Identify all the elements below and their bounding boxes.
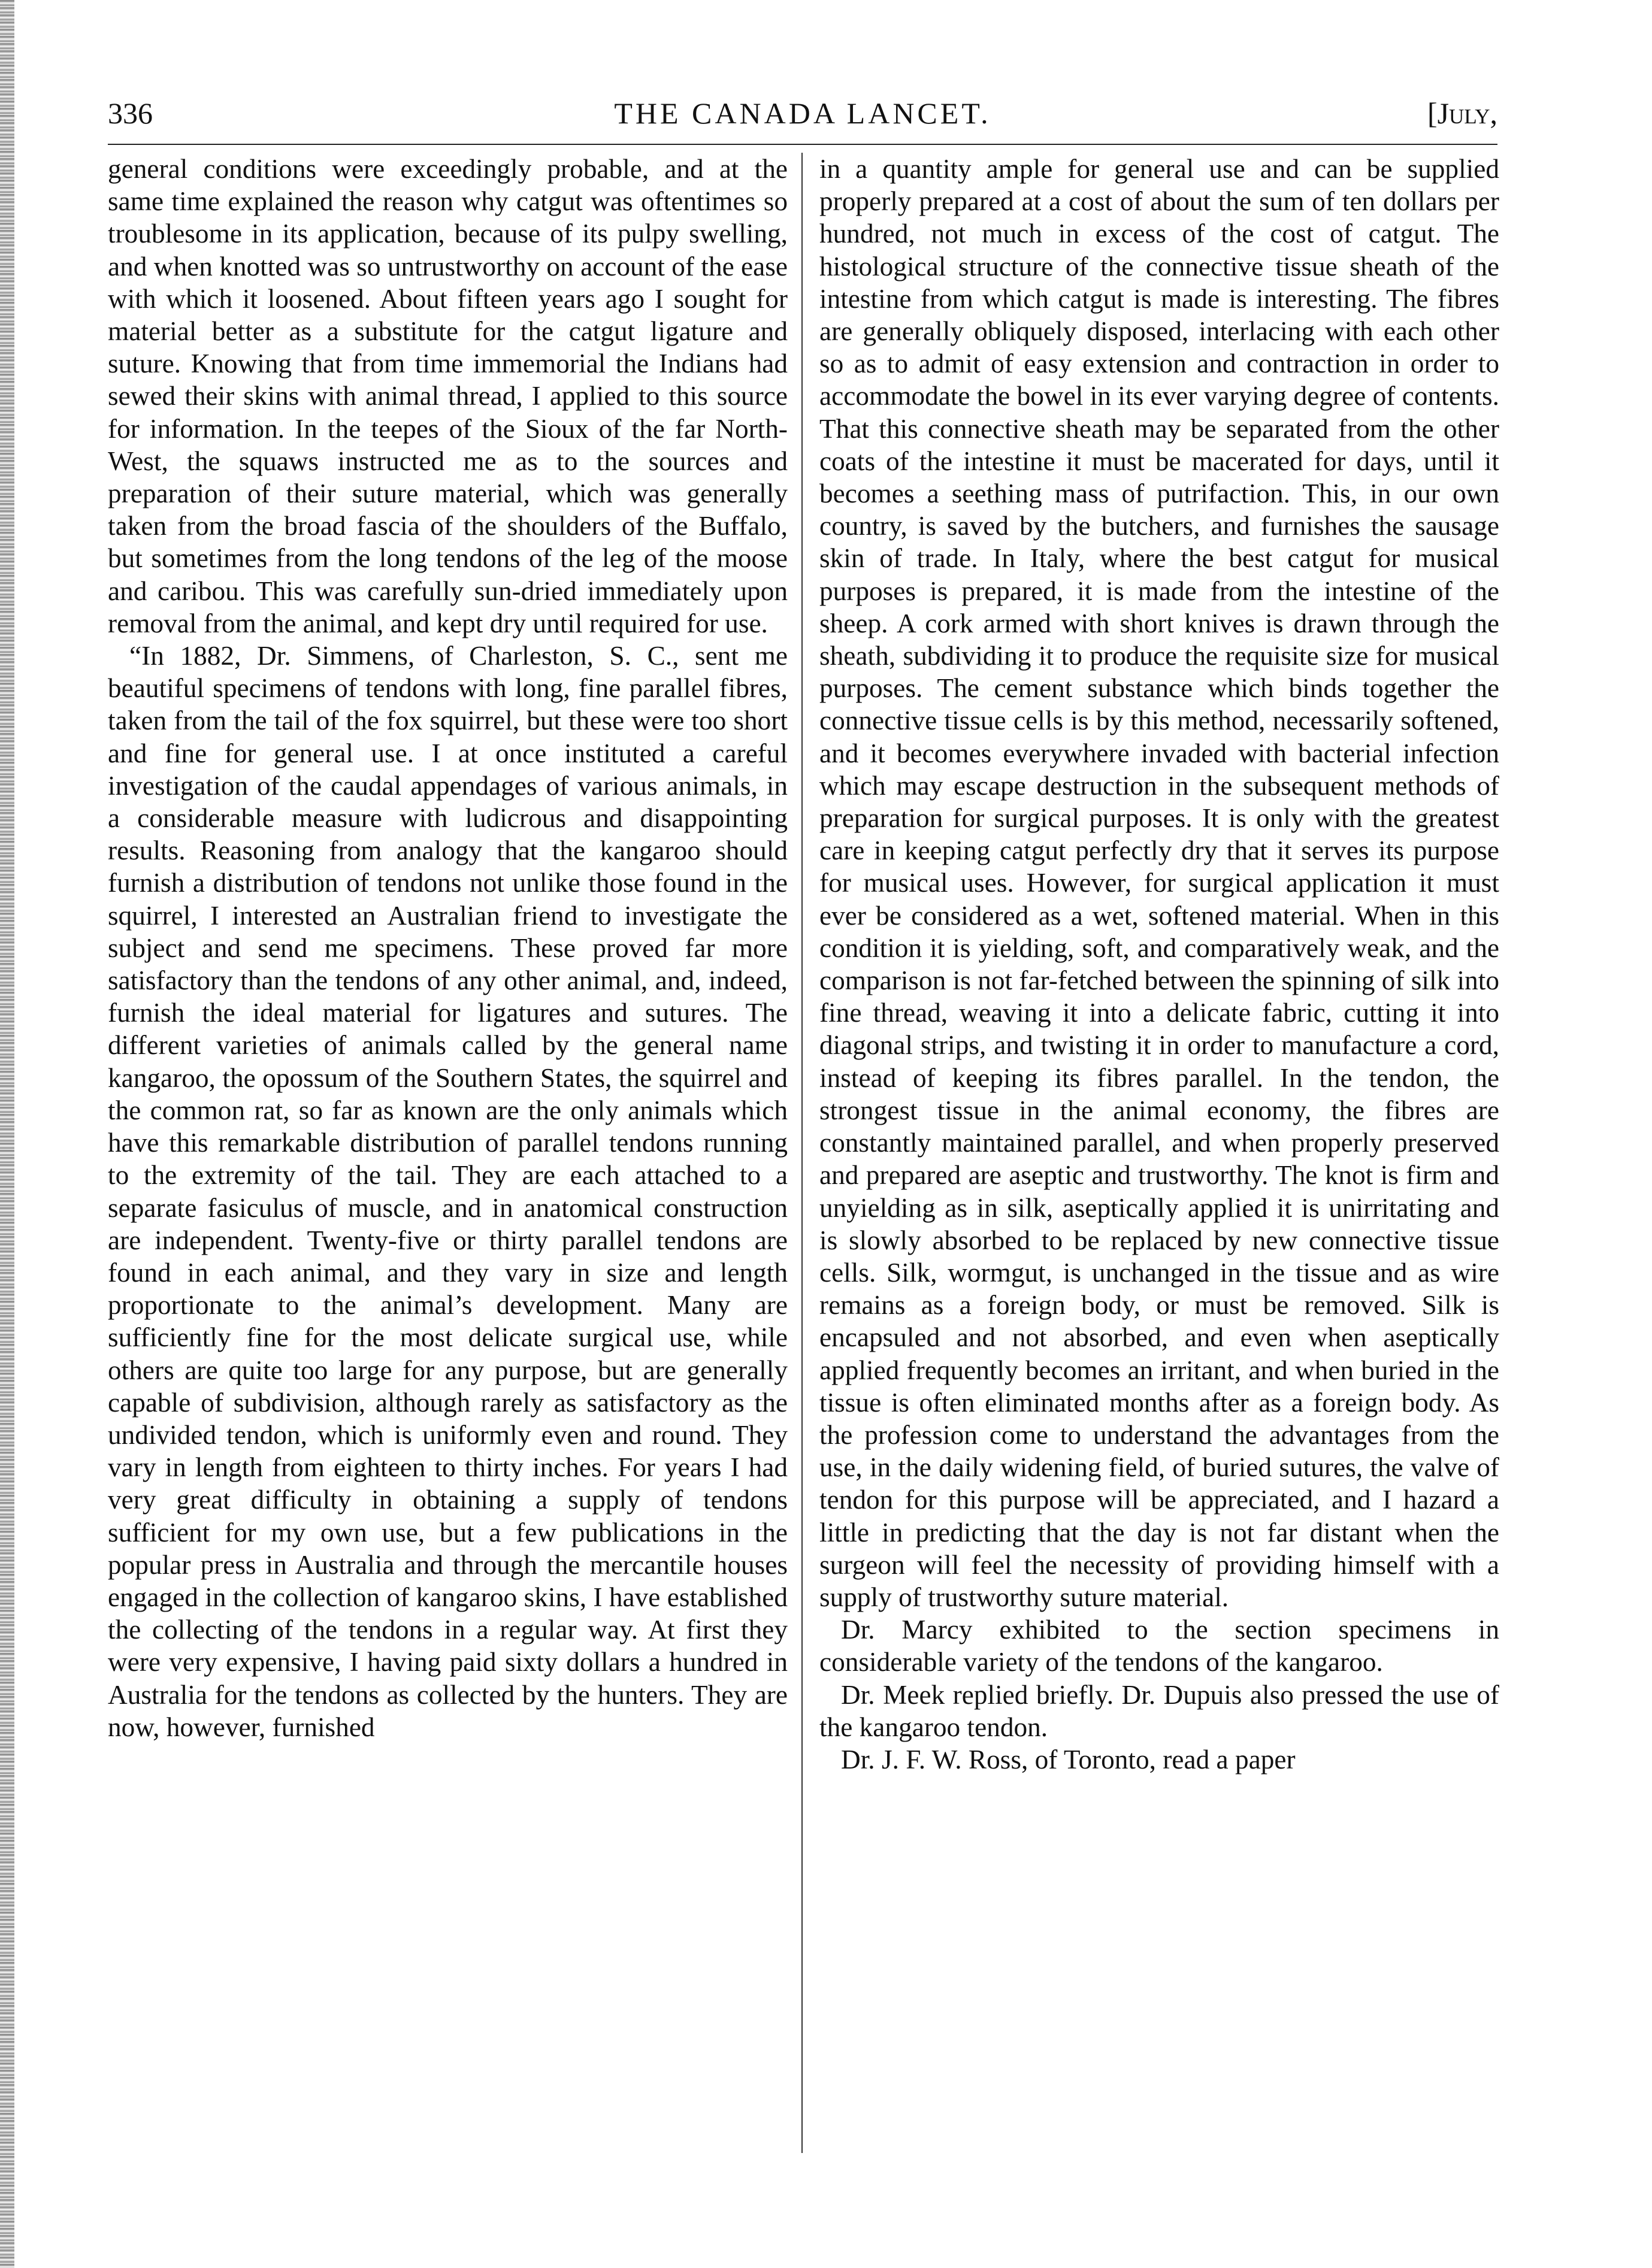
right-column <box>819 153 1499 1776</box>
paragraph: “In 1882, Dr. Simmens, of Charleston, S. C., sent me beautiful specimens of tendons with long, fine parallel fibres, taken from the tail of the fox squirrel, but these were too short and fine for general use. I at once instituted a careful investigation of the caudal appendages of various animals, in a considerable measure with ludicrous and disappointing results. Reasoning from analogy that the kangaroo should furnish a distribution of tendons not unlike those found in the squirrel, I interested an Australian friend to investigate the subject and send me specimens. These proved far more satisfactory than the tendons of any other animal, and, indeed, furnish the ideal material for ligatures and sutures. The different varieties of animals called by the general name kangaroo, the opossum of the Southern States, the squirrel and the common rat, so far as known are the only animals which have this remarkable distribution of parallel tendons running to the extremity of the tail. They are each attached to a separate fasiculus of muscle, and in anatomical construction are independent. Twenty-five or thirty parallel tendons are found in each animal, and they vary in size and length proportionate to the animal’s development. Many are sufficiently fine for the most delicate surgical use, while others are quite too large for any purpose, but are generally capable of subdivision, although rarely as satisfactory as the undivided tendon, which is uniformly even and round. They vary in length from eighteen to thirty inches. For years I had very great difficulty in obtaining a supply of tendons sufficient for my own use, but a few publications in the popular press in Australia and through the mercantile houses engaged in the collection of kangaroo skins, I have established the collecting of the tendons in a regular way. At first they were very expensive, I having paid sixty dollars a hundred in Australia for the tendons as collected by the hunters. They are now, however, furnished <box>108 641 788 1742</box>
page-binding-edge <box>0 0 14 2268</box>
page-number: 336 <box>108 96 153 130</box>
running-header <box>108 90 1497 145</box>
paragraph: Dr. Meek replied briefly. Dr. Dupuis also pressed the use of the kangaroo tendon. <box>819 1679 1499 1742</box>
column-divider <box>801 153 803 2153</box>
paragraph: Dr. J. F. W. Ross, of Toronto, read a paper <box>841 1744 1296 1775</box>
paragraph: Dr. Marcy exhibited to the section specimens in considerable variety of the tendons of the kangaroo. <box>819 1615 1499 1677</box>
paragraph: in a quantity ample for general use and can be supplied properly prepared at a cost of about the sum of ten dollars per hundred, not much in excess of the cost of catgut. The histological structure of the connective tissue sheath of the intestine from which catgut is made is interesting. The fibres are generally obliquely disposed, interlacing with each other so as to admit of easy extension and contraction in order to accommodate the bowel in its ever varying degree of contents. That this connective sheath may be separated from the other coats of the intestine it must be macerated for days, until it becomes a seething mass of putrifaction. This, in our own country, is saved by the butchers, and furnishes the sausage skin of trade. In Italy, where the best catgut for musical purposes is prepared, it is made from the intestine of the sheep. A cork armed with short knives is drawn through the sheath, subdividing it to produce the requisite size for musical purposes. The cement substance which binds together the connective tissue cells is by this method, necessarily softened, and it becomes everywhere invaded with bacterial infection which may escape destruction in the subsequent methods of preparation for surgical purposes. It is only with the greatest care in keeping catgut perfectly dry that it serves its purpose for musical uses. However, for surgical application it must ever be considered as a wet, softened material. When in this condition it is yielding, soft, and comparatively weak, and the comparison is not far-fetched between the spinning of silk into fine thread, weaving it into a delicate fabric, cutting it into diagonal strips, and twisting it in order to manufacture a cord, instead of keeping its fibres parallel. In the tendon, the strongest tissue in the animal economy, the fibres are constantly maintained parallel, and when properly preserved and prepared are aseptic and trustworthy. The knot is firm and unyielding as in silk, aseptically applied it is unirritating and is slowly absorbed to be replaced by new connective tissue cells. Silk, wormgut, is unchanged in the tissue and as wire remains as a foreign body, or must be removed. Silk is encapsuled and not absorbed, and even when aseptically applied frequently becomes an irritant, and when buried in the tissue is often eliminated months after as a foreign body. As the profession come to understand the advantages from the use, in the daily widening field, of buried sutures, the valve of tendon for this purpose will be appreciated, and I hazard a little in predicting that the day is not far distant when the surgeon will feel the necessity of providing himself with a supply of trustworthy suture material. <box>819 154 1500 1612</box>
paragraph: general conditions were exceedingly probable, and at the same time explained the reason why catgut was oftentimes so troublesome in its application, because of its pulpy swelling, and when knotted was so untrustworthy on account of the ease with which it loosened. About fifteen years ago I sought for material better as a substitute for the catgut ligature and suture. Knowing that from time immemorial the Indians had sewed their skins with animal thread, I applied to this source for information. In the teepes of the Sioux of the far North-West, the squaws instructed me as to the sources and preparation of their suture material, which was generally taken from the broad fascia of the shoulders of the Buffalo, but sometimes from the long tendons of the leg of the moose and caribou. This was carefully sun-dried immediately upon removal from the animal, and kept dry until required for use. <box>108 154 788 638</box>
journal-title: THE CANADA LANCET. <box>614 96 991 130</box>
left-column <box>108 153 788 1743</box>
issue-month: [July, <box>1427 96 1497 130</box>
